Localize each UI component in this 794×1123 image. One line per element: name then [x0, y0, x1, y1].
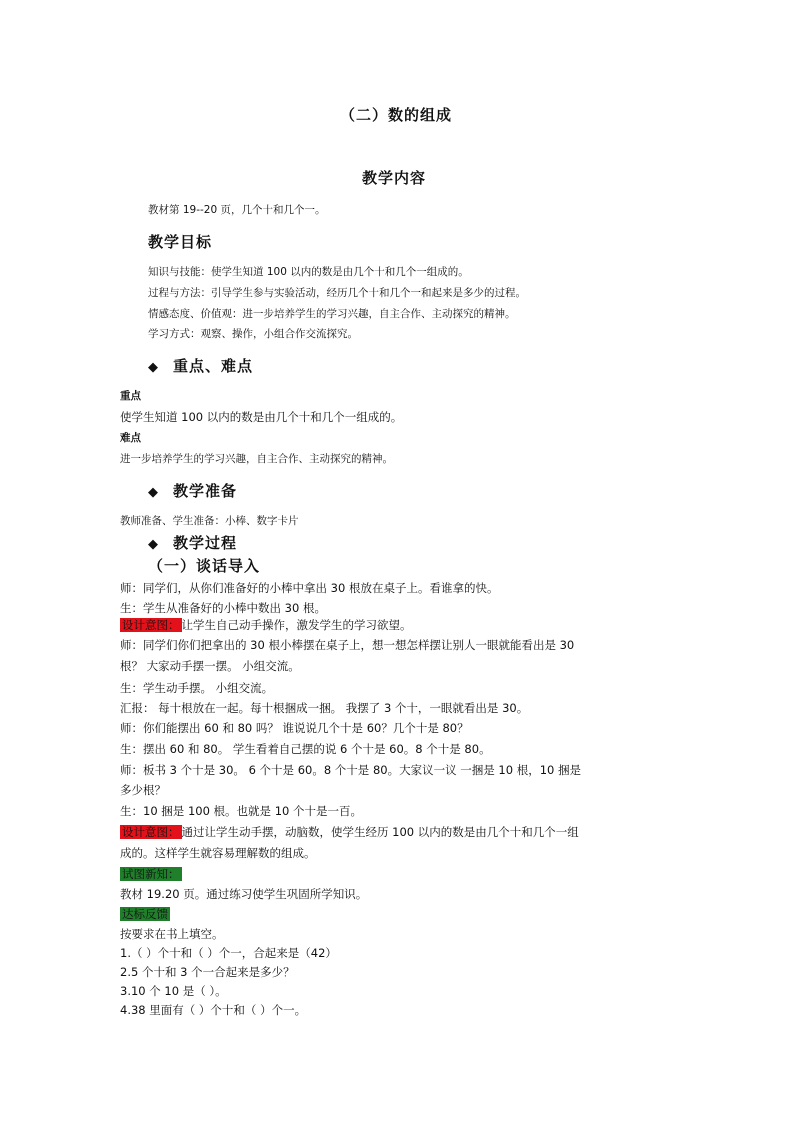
preparation-text: 教师准备、学生准备：小棒、数字卡片 [120, 515, 299, 527]
new-knowledge-tag: 试图新知： [122, 867, 180, 881]
exercise-item: 3.10 个 10 是（ ）。 [120, 984, 227, 998]
objectives-heading: 教学目标 [148, 233, 213, 251]
process-line [120, 824, 579, 840]
key-points-heading: 重点、难点 [173, 357, 254, 375]
process-line: 生：学生从准备好的小棒中数出 30 根。 [120, 601, 326, 615]
process-line-text: 通过让学生动手摆，动脑数，使学生经历 100 以内的数是由几个十和几个一组 [181, 825, 579, 839]
objective-item-knowledge: 知识与技能：使学生知道 100 以内的数是由几个十和几个一组成的。 [148, 266, 469, 278]
process-line: 师：同学们，从你们准备好的小棒中拿出 30 根放在桌子上。看谁拿的快。 [120, 581, 499, 595]
key-point-label: 重点 [120, 390, 141, 402]
diamond-bullet-icon: ◆ [148, 360, 159, 375]
process-line [120, 617, 412, 633]
process-line [120, 866, 182, 882]
key-points-heading-row [148, 355, 253, 376]
feedback-tag: 达标反馈 [122, 907, 168, 921]
diamond-bullet-icon: ◆ [148, 485, 159, 500]
process-line: 生：10 捆是 100 根。也就是 10 个十是一百。 [120, 804, 362, 818]
objective-item-method: 学习方式：观察、操作，小组合作交流探究。 [148, 328, 358, 340]
process-line: 成的。这样学生就容易理解数的组成。 [120, 846, 316, 860]
exercise-item: 2.5 个十和 3 个一合起来是多少？ [120, 965, 295, 979]
process-subheading: （一）谈话导入 [148, 557, 261, 575]
difficulty-text: 进一步培养学生的学习兴趣，自主合作、主动探究的精神。 [120, 453, 393, 465]
difficulty-label: 难点 [120, 432, 141, 444]
process-heading-row [148, 532, 237, 553]
process-line: 多少根？ [120, 783, 166, 797]
teaching-content-text: 教材第 19--20 页，几个十和几个一。 [148, 204, 326, 216]
design-intent-tag: 设计意图： [122, 618, 180, 632]
process-line: 生：学生动手摆。 小组交流。 [120, 681, 274, 695]
design-intent-tag: 设计意图： [122, 825, 180, 839]
teaching-content-heading: 教学内容 [362, 169, 427, 187]
process-line: 按要求在书上填空。 [120, 927, 224, 941]
process-line: 生：摆出 60 和 80。 学生看着自己摆的说 6 个十是 60。8 个十是 80。 [120, 742, 491, 756]
process-line-text: 让学生自己动手操作，激发学生的学习欲望。 [181, 618, 412, 632]
exercise-item: 1.（ ）个十和（ ）个一，合起来是（42） [120, 946, 337, 960]
preparation-heading: 教学准备 [173, 482, 238, 500]
process-line: 教材 19.20 页。通过练习使学生巩固所学知识。 [120, 887, 368, 901]
process-line: 汇报： 每十根放在一起。每十根捆成一捆。 我摆了 3 个十，一眼就看出是 30。 [120, 701, 529, 715]
process-line: 根？ 大家动手摆一摆。 小组交流。 [120, 659, 300, 673]
process-heading: 教学过程 [173, 534, 238, 552]
objective-item-process: 过程与方法：引导学生参与实验活动，经历几个十和几个一和起来是多少的过程。 [148, 287, 526, 299]
process-line [120, 906, 170, 922]
process-line: 师：你们能摆出 60 和 80 吗？ 谁说说几个十是 60？几个十是 80？ [120, 721, 469, 735]
key-point-text: 使学生知道 100 以内的数是由几个十和几个一组成的。 [120, 410, 403, 424]
diamond-bullet-icon: ◆ [148, 537, 159, 552]
exercise-item: 4.38 里面有（ ）个十和（ ）个一。 [120, 1003, 307, 1017]
objective-item-attitude: 情感态度、价值观：进一步培养学生的学习兴趣，自主合作、主动探究的精神。 [148, 308, 516, 320]
page-title: （二）数的组成 [340, 106, 453, 124]
process-line: 师：同学们你们把拿出的 30 根小棒摆在桌子上，想一想怎样摆让别人一眼就能看出是 30 [120, 638, 575, 652]
process-line: 师：板书 3 个十是 30。 6 个十是 60。8 个十是 80。大家议一议 一捆是 10 根，10 捆是 [120, 763, 581, 777]
preparation-heading-row [148, 480, 237, 501]
